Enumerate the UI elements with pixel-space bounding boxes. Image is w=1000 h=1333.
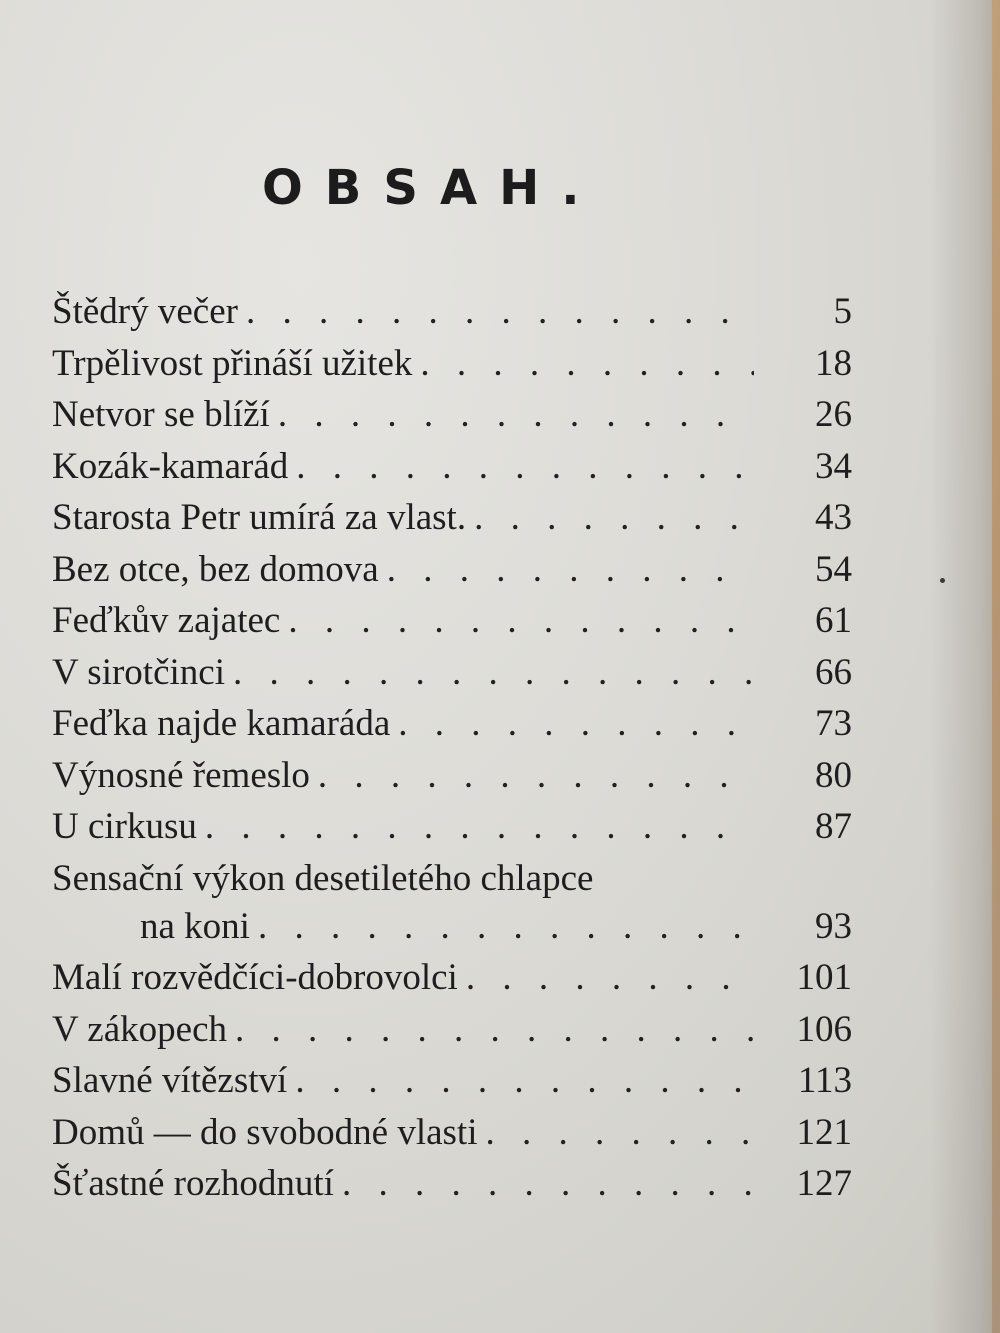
toc-entry xyxy=(52,805,852,857)
toc-entry-title: Malí rozvědčíci-dobrovolci xyxy=(52,957,458,998)
toc-entry xyxy=(52,393,852,445)
toc-entry-title: Trpělivost přináší užitek xyxy=(52,342,413,384)
toc-entry-title: U cirkusu xyxy=(52,806,197,847)
toc-entry xyxy=(52,702,852,754)
toc-entry-title: Výnosné řemeslo xyxy=(52,754,310,796)
toc-entry xyxy=(52,342,852,394)
toc-entry xyxy=(52,1111,852,1163)
toc-entry-page: 87 xyxy=(815,806,852,847)
dot-leader xyxy=(233,651,754,694)
toc-entry xyxy=(52,956,852,1008)
toc-entry-page: 73 xyxy=(815,703,852,744)
toc-entry xyxy=(52,599,852,651)
table-of-contents xyxy=(52,290,852,1214)
toc-entry-page: 5 xyxy=(833,291,852,332)
dot-leader xyxy=(342,1162,754,1205)
toc-entry-page: 61 xyxy=(815,600,852,641)
toc-entry-page: 18 xyxy=(815,342,852,384)
toc-entry-page: 121 xyxy=(796,1111,852,1153)
toc-entry xyxy=(52,290,852,342)
ink-speck xyxy=(940,578,945,583)
toc-entry-title: Domů — do svobodné vlasti xyxy=(52,1111,478,1153)
dot-leader xyxy=(205,805,754,848)
toc-entry xyxy=(52,1008,852,1060)
toc-entry-page: 43 xyxy=(815,497,852,538)
toc-entry-page: 34 xyxy=(815,445,852,487)
page-edge-shadow xyxy=(930,0,1000,1333)
toc-entry xyxy=(52,754,852,806)
dot-leader xyxy=(296,445,754,488)
toc-entry-title: Slavné vítězství xyxy=(52,1060,288,1101)
toc-entry-title: Kozák-kamarád xyxy=(52,445,289,487)
dot-leader xyxy=(474,496,754,539)
toc-entry-page: 54 xyxy=(815,548,852,590)
dot-leader xyxy=(278,393,754,436)
dot-leader xyxy=(318,754,754,797)
dot-leader xyxy=(387,548,754,591)
toc-entry-title: Netvor se blíží xyxy=(52,394,270,435)
toc-entry-title: Feďka najde kamaráda xyxy=(52,703,391,744)
toc-entry-title: V sirotčinci xyxy=(52,651,225,693)
dot-leader xyxy=(295,1059,754,1102)
toc-entry-title: Šťastné rozhodnutí xyxy=(52,1163,334,1204)
dot-leader xyxy=(288,599,754,642)
toc-entry-page: 66 xyxy=(815,651,852,693)
toc-entry-title: Feďkův zajatec xyxy=(52,600,281,641)
toc-entry-page: 93 xyxy=(815,905,852,947)
contents-title: OBSAH. xyxy=(262,160,602,216)
toc-entry-page: 80 xyxy=(815,754,852,796)
dot-leader xyxy=(466,956,754,999)
toc-entry xyxy=(52,1059,852,1111)
toc-entry xyxy=(52,1162,852,1214)
toc-entry xyxy=(52,651,852,703)
page-edge xyxy=(992,0,1000,1333)
toc-entry xyxy=(52,445,852,497)
toc-entry-title-continued: na koni xyxy=(140,905,250,947)
toc-entry-title: V zákopech xyxy=(52,1008,227,1050)
toc-entry-title: Starosta Petr umírá za vlast. xyxy=(52,497,467,538)
dot-leader xyxy=(485,1111,754,1154)
dot-leader xyxy=(420,342,754,385)
toc-entry-continuation xyxy=(52,905,852,957)
toc-entry xyxy=(52,496,852,548)
dot-leader xyxy=(246,290,754,333)
dot-leader xyxy=(235,1008,754,1051)
toc-entry xyxy=(52,548,852,600)
toc-entry-title: Bez otce, bez domova xyxy=(52,548,379,590)
toc-entry-page: 127 xyxy=(796,1163,852,1204)
toc-entry-title: Štědrý večer xyxy=(52,291,238,332)
dot-leader xyxy=(258,905,754,948)
dot-leader xyxy=(398,702,754,745)
toc-entry-title: Sensační výkon desetiletého chlapce xyxy=(52,857,594,899)
toc-entry xyxy=(52,857,852,905)
toc-entry-page: 26 xyxy=(815,394,852,435)
toc-entry-page: 113 xyxy=(797,1060,852,1101)
toc-entry-page: 101 xyxy=(796,957,852,998)
toc-entry-page: 106 xyxy=(796,1008,852,1050)
